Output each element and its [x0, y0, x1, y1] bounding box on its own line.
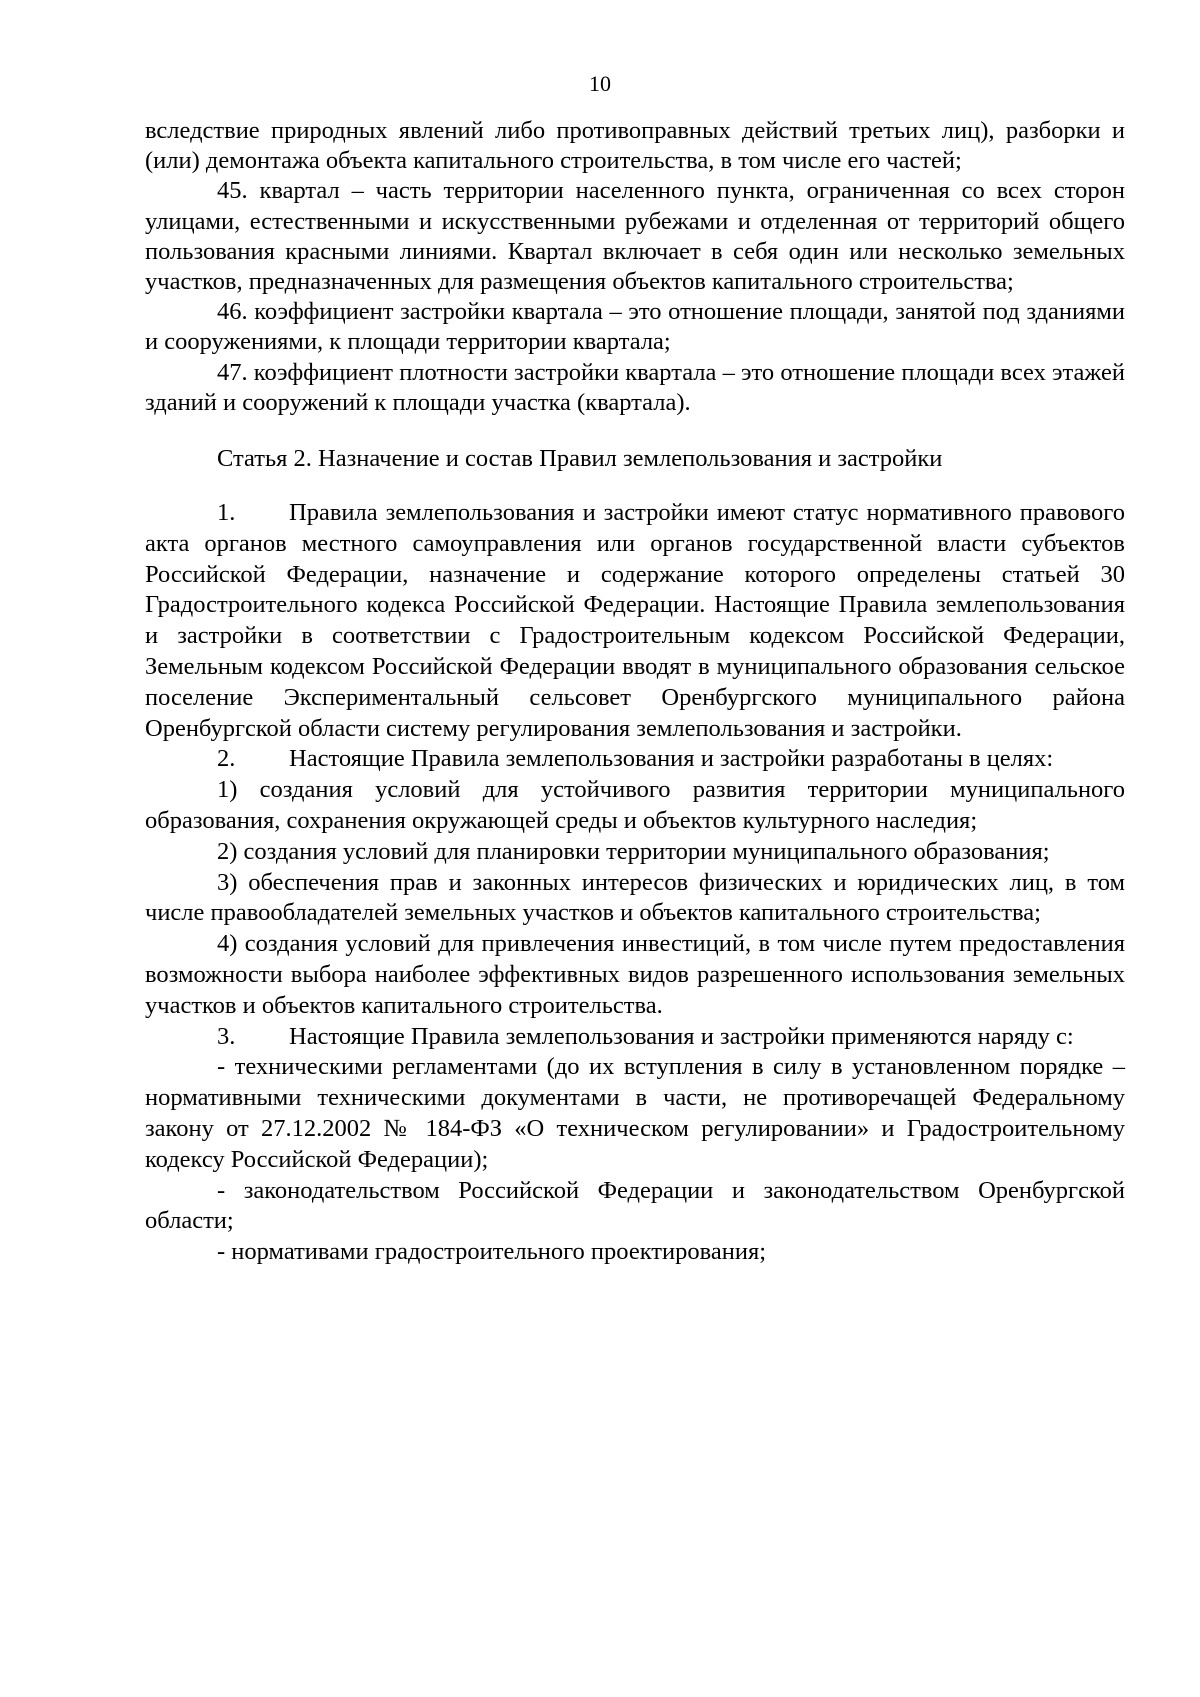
page-number: 10	[589, 71, 611, 96]
paragraph-47: 47. коэффициент плотности застройки квартала – это отношение площади всех этажей зданий и сооружений к площади участка (квартала).	[145, 358, 1125, 416]
article-2-section	[145, 498, 1125, 1268]
goal-item-4: 4) создания условий для привлечения инвестиций, в том числе путем предоставления возможности выбора наиболее эффективных видов разрешенного использования земельных участков и объектов капитального строительства.	[145, 930, 1125, 1019]
article-heading: Статья 2. Назначение и состав Правил землепользования и застройки	[217, 445, 943, 473]
document-body	[145, 116, 1125, 1268]
goal-item-1: 1) создания условий для устойчивого развития территории муниципального образования, сохранения окружающей среды и объектов культурного наследия;	[145, 776, 1125, 834]
item-number: 3.	[217, 1022, 236, 1050]
item-text: Настоящие Правила землепользования и застройки применяются наряду с:	[289, 1022, 1074, 1050]
goal-item-3: 3) обеспечения прав и законных интересов физических и юридических лиц, в том числе правообладателей земельных участков и объектов капитального строительства;	[145, 868, 1125, 927]
paragraph-continuation: вследствие природных явлений либо противоправных действий третьих лиц), разборки и (или) демонтажа объекта капитального строительства, в том числе его частей;	[145, 117, 1125, 175]
list-item-standards: - нормативами градостроительного проектирования;	[217, 1238, 767, 1266]
article-item-2	[145, 744, 1125, 775]
article-item-3	[145, 1022, 1125, 1053]
item-text: Правила землепользования и застройки имеют статус нормативного правового акта органов местного самоуправления или органов государственной власти субъектов Российской Федерации, назначение и содержание которого определены статьей 30 Градостроительного кодекса Российской Федерации. Настоящие Правила землепользования и застройки в соответствии с Градостроительным кодексом Российской Федерации, Земельным кодексом Российской Федерации вводят в муниципального образования сельское поселение Экспериментальный сельсовет Оренбургского муниципального района Оренбургской области систему регулирования землепользования и застройки.	[145, 499, 1125, 742]
item-text: Настоящие Правила землепользования и застройки разработаны в целях:	[289, 745, 1054, 773]
goal-item-2: 2) создания условий для планировки территории муниципального образования;	[217, 837, 1050, 865]
list-item-regulations: - техническими регламентами (до их вступления в силу в установленном порядке – нормативными техническими документами в части, не противоречащей Федеральному закону от 27.12.2002 № 184-ФЗ «О техническом регулировании» и Градостроительному кодексу Российской Федерации);	[145, 1053, 1125, 1173]
paragraph-45: 45. квартал – часть территории населенного пункта, ограниченная со всех сторон улицами, естественными и искусственными рубежами и отделенная от территорий общего пользования красными линиями. Квартал включает в себя один или несколько земельных участков, предназначенных для размещения объектов капитального строительства;	[145, 177, 1125, 296]
item-number: 2.	[217, 745, 236, 773]
paragraph-46: 46. коэффициент застройки квартала – это отношение площади, занятой под зданиями и сооружениями, к площади территории квартала;	[145, 298, 1125, 356]
list-item-legislation: - законодательством Российской Федерации и законодательством Оренбургской области;	[145, 1176, 1125, 1235]
article-item-1	[145, 498, 1125, 744]
item-number: 1.	[217, 499, 236, 527]
